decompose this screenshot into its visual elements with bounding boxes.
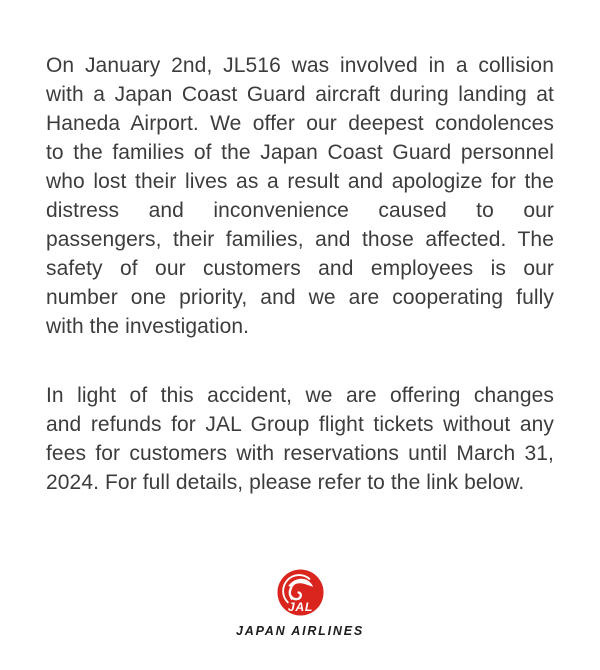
statement-line: fees for customers with reservations until March 31,	[46, 442, 554, 465]
logo-monogram: JAL	[287, 599, 313, 614]
statement-paragraph-2	[46, 381, 554, 497]
statement-line: 2024. For full details, please refer to the link below.	[46, 471, 525, 494]
jal-tsurumaru-logo	[277, 569, 324, 616]
statement-line: who lost their lives as a result and apologize for the	[46, 170, 554, 193]
statement-line: passengers, their families, and those affected. The	[46, 228, 554, 251]
brand-footer	[0, 569, 600, 638]
statement-line: In light of this accident, we are offering changes	[46, 384, 554, 407]
statement-line: with a Japan Coast Guard aircraft during landing at	[46, 83, 554, 106]
brand-wordmark: JAPAN AIRLINES	[236, 624, 364, 638]
statement-text	[46, 51, 554, 497]
statement-line: distress and inconvenience caused to our	[46, 199, 554, 222]
statement-line: to the families of the Japan Coast Guard personnel	[46, 141, 554, 164]
statement-line: safety of our customers and employees is our	[46, 257, 554, 280]
statement-line: Haneda Airport. We offer our deepest condolences	[46, 112, 554, 135]
statement-line: with the investigation.	[46, 315, 250, 338]
statement-line: and refunds for JAL Group flight tickets without any	[46, 413, 554, 436]
statement-paragraph-1	[46, 51, 554, 341]
statement-line: On January 2nd, JL516 was involved in a collision	[46, 54, 554, 77]
statement-line: number one priority, and we are cooperating fully	[46, 286, 554, 309]
